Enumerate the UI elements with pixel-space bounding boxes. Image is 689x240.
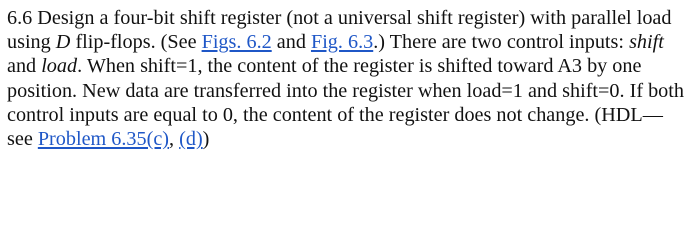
- term-shift: shift: [629, 31, 664, 54]
- problem-6-35d-link[interactable]: (d): [179, 128, 203, 151]
- problem-text-segment: .) There are two control inputs:: [373, 31, 630, 54]
- variable-d: D: [55, 31, 71, 54]
- problem-text-segment: flip-flops. (See: [70, 31, 202, 54]
- problem-number: 6.6: [7, 7, 33, 29]
- problem-text-segment: ): [202, 128, 210, 151]
- problem-text-segment: and: [271, 31, 311, 54]
- figs-6-2-link[interactable]: Figs. 6.2: [201, 31, 272, 54]
- problem-text-segment: Design a four-bit shift register (not a universal shift register) with parallel load using: [7, 7, 672, 54]
- problem-6-6-text: [7, 6, 685, 151]
- problem-text-segment: ,: [169, 128, 180, 151]
- fig-6-3-link[interactable]: Fig. 6.3: [310, 31, 374, 54]
- term-load: load: [41, 55, 78, 78]
- problem-6-35c-link[interactable]: Problem 6.35(c): [37, 128, 170, 151]
- problem-text-segment: and: [7, 55, 42, 78]
- problem-text-segment: . When shift=1, the content of the register is shifted toward A3 by one position. New data are transferred into the register when load=1 and shift=0. If both control inputs are equal to 0, the content of the register does not change. (HDL—see: [7, 55, 684, 151]
